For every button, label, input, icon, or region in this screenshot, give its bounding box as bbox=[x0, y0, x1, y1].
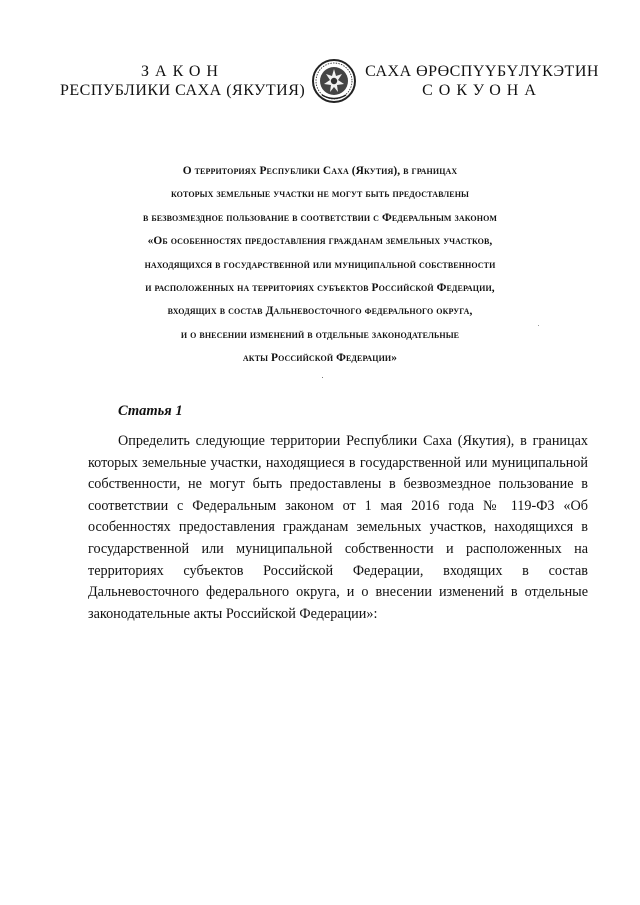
law-title-line: акты Российской Федерации» bbox=[242, 352, 398, 365]
scan-speck bbox=[322, 377, 323, 378]
header-left bbox=[60, 62, 305, 100]
law-title-line: и о внесении изменений в отдельные законодательные bbox=[180, 328, 460, 341]
header-right-subtitle: СОКУОНА bbox=[422, 82, 542, 99]
law-title-line: «Об особенностях предоставления гражданам земельных участков, bbox=[147, 235, 493, 248]
scan-speck bbox=[538, 325, 539, 326]
article-paragraph: Определить следующие территории Республики Саха (Якутия), в границах которых земельные участки, находящиеся в государственной или муниципальной собственности, не могут быть предоставлены в безвозмездное пользование в соответствии с Федеральным законом от 1 мая 2016 года № 119-ФЗ «Об особенностях предоставления гражданам земельных участков, находящихся в государственной или муниципальной собственности и расположенных на территориях субъектов Российской Федерации, входящих в состав Дальневосточного федерального округа, и о внесении изменений в отдельные законодательные акты Российской Федерации»: bbox=[88, 433, 588, 622]
law-title-line: которых земельные участки не могут быть предоставлены bbox=[170, 188, 469, 201]
header-left-subtitle: РЕСПУБЛИКИ САХА (ЯКУТИЯ) bbox=[60, 82, 306, 99]
header-right bbox=[362, 62, 602, 100]
law-title bbox=[96, 160, 544, 371]
law-title-line: О территориях Республики Саха (Якутия), в границах bbox=[182, 165, 458, 177]
law-title-line: и расположенных на территориях субъектов Российской Федерации, bbox=[145, 282, 495, 295]
header-right-title: САХА ӨРӨСПҮҮБҮЛҮКЭТИН bbox=[365, 63, 599, 80]
law-title-line: находящихся в государственной или муниципальной собственности bbox=[144, 258, 496, 271]
coat-of-arms-emblem-icon bbox=[311, 56, 357, 106]
header-left-title: ЗАКОН bbox=[141, 63, 224, 80]
law-title-line: входящих в состав Дальневосточного федерального округа, bbox=[167, 305, 473, 318]
law-title-line: в безвозмездное пользование в соответствии с Федеральным законом bbox=[142, 211, 498, 224]
article-heading: Статья 1 bbox=[118, 403, 183, 419]
